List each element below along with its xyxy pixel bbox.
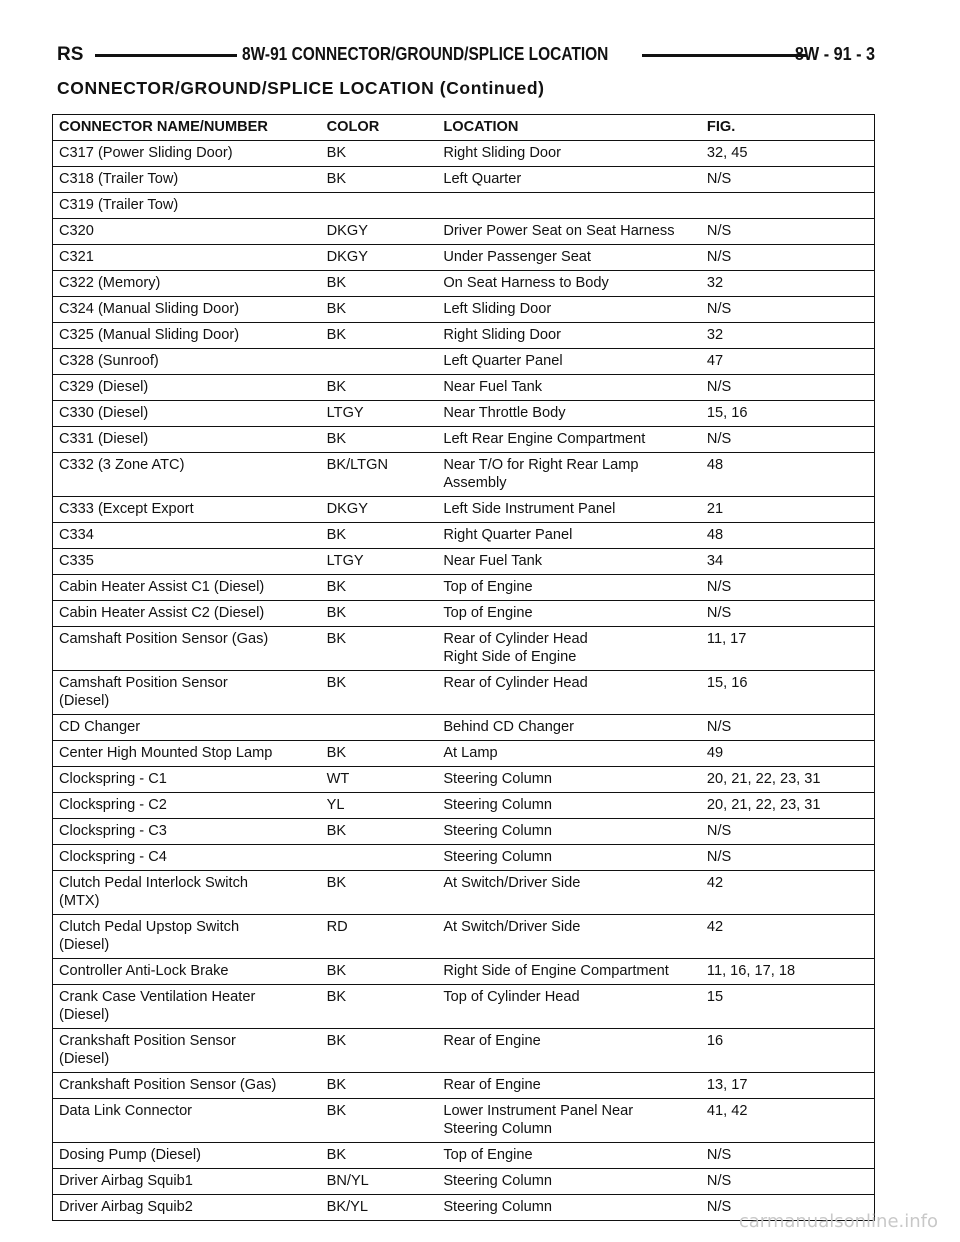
column-header-fig: FIG. — [701, 115, 875, 141]
connector-cell: Clockspring - C4 — [53, 845, 321, 871]
color-cell: BK — [321, 271, 438, 297]
table-row — [53, 671, 875, 715]
fig-cell: N/S — [701, 167, 875, 193]
color-cell: BK — [321, 1073, 438, 1099]
color-cell: BK — [321, 1143, 438, 1169]
table-row — [53, 915, 875, 959]
location-cell: Left Side Instrument Panel — [437, 497, 701, 523]
fig-cell: N/S — [701, 715, 875, 741]
location-cell: Top of Engine — [437, 601, 701, 627]
color-cell: DKGY — [321, 497, 438, 523]
color-cell: BK — [321, 575, 438, 601]
connector-cell: Data Link Connector — [53, 1099, 321, 1143]
location-cell: On Seat Harness to Body — [437, 271, 701, 297]
table-row — [53, 793, 875, 819]
fig-cell: N/S — [701, 297, 875, 323]
fig-cell: 49 — [701, 741, 875, 767]
connector-cell: Camshaft Position Sensor (Gas) — [53, 627, 321, 671]
table-row — [53, 401, 875, 427]
connector-cell: C324 (Manual Sliding Door) — [53, 297, 321, 323]
connector-cell: C322 (Memory) — [53, 271, 321, 297]
color-cell: BK — [321, 1029, 438, 1073]
color-cell: DKGY — [321, 245, 438, 271]
connector-cell: C325 (Manual Sliding Door) — [53, 323, 321, 349]
location-cell: Steering Column — [437, 819, 701, 845]
connector-location-table — [52, 114, 875, 1221]
color-cell: DKGY — [321, 219, 438, 245]
location-cell: Left Quarter — [437, 167, 701, 193]
color-cell: BK — [321, 601, 438, 627]
table-row — [53, 845, 875, 871]
header-section-code: RS — [57, 44, 84, 65]
table-row — [53, 167, 875, 193]
location-cell: Rear of Cylinder Head Right Side of Engine — [437, 627, 701, 671]
connector-cell: C320 — [53, 219, 321, 245]
connector-cell: C318 (Trailer Tow) — [53, 167, 321, 193]
fig-cell: N/S — [701, 575, 875, 601]
connector-cell: C333 (Except Export — [53, 497, 321, 523]
header-rule-left — [95, 54, 237, 57]
color-cell: BK — [321, 323, 438, 349]
location-cell: At Switch/Driver Side — [437, 915, 701, 959]
fig-cell — [701, 193, 875, 219]
fig-cell: 15, 16 — [701, 671, 875, 715]
table-row — [53, 427, 875, 453]
fig-cell: N/S — [701, 601, 875, 627]
fig-cell: 47 — [701, 349, 875, 375]
color-cell: BK — [321, 427, 438, 453]
color-cell: RD — [321, 915, 438, 959]
table-row — [53, 959, 875, 985]
fig-cell: 11, 17 — [701, 627, 875, 671]
connector-cell: Clockspring - C1 — [53, 767, 321, 793]
fig-cell: 48 — [701, 523, 875, 549]
table-row — [53, 193, 875, 219]
color-cell: BK/LTGN — [321, 453, 438, 497]
connector-cell: Clutch Pedal Interlock Switch (MTX) — [53, 871, 321, 915]
table-row — [53, 575, 875, 601]
location-cell: Near Throttle Body — [437, 401, 701, 427]
table-row — [53, 349, 875, 375]
column-header-connector: CONNECTOR NAME/NUMBER — [53, 115, 321, 141]
connector-cell: C328 (Sunroof) — [53, 349, 321, 375]
table-row — [53, 245, 875, 271]
table-body — [53, 141, 875, 1221]
color-cell — [321, 715, 438, 741]
location-cell: Right Quarter Panel — [437, 523, 701, 549]
fig-cell: N/S — [701, 819, 875, 845]
table-row — [53, 523, 875, 549]
fig-cell: N/S — [701, 845, 875, 871]
color-cell — [321, 845, 438, 871]
connector-cell: Dosing Pump (Diesel) — [53, 1143, 321, 1169]
location-cell: Left Rear Engine Compartment — [437, 427, 701, 453]
fig-cell: 20, 21, 22, 23, 31 — [701, 767, 875, 793]
location-cell: Steering Column — [437, 767, 701, 793]
table-row — [53, 549, 875, 575]
location-cell: Right Side of Engine Compartment — [437, 959, 701, 985]
table-row — [53, 715, 875, 741]
connector-cell: Camshaft Position Sensor (Diesel) — [53, 671, 321, 715]
connector-cell: C335 — [53, 549, 321, 575]
fig-cell: 32 — [701, 271, 875, 297]
color-cell: BK — [321, 671, 438, 715]
table-row — [53, 1029, 875, 1073]
table-row — [53, 871, 875, 915]
connector-cell: Driver Airbag Squib1 — [53, 1169, 321, 1195]
table-row — [53, 601, 875, 627]
connector-cell: Clutch Pedal Upstop Switch (Diesel) — [53, 915, 321, 959]
connector-cell: Crankshaft Position Sensor (Diesel) — [53, 1029, 321, 1073]
header-rule-right — [642, 54, 806, 57]
color-cell: YL — [321, 793, 438, 819]
connector-cell: C332 (3 Zone ATC) — [53, 453, 321, 497]
fig-cell: 32, 45 — [701, 141, 875, 167]
table-row — [53, 627, 875, 671]
connector-cell: C317 (Power Sliding Door) — [53, 141, 321, 167]
location-cell — [437, 193, 701, 219]
fig-cell: 16 — [701, 1029, 875, 1073]
color-cell: BK — [321, 375, 438, 401]
color-cell — [321, 349, 438, 375]
location-cell: At Lamp — [437, 741, 701, 767]
table-row — [53, 141, 875, 167]
color-cell: LTGY — [321, 549, 438, 575]
connector-cell: C329 (Diesel) — [53, 375, 321, 401]
table-row — [53, 453, 875, 497]
fig-cell: 32 — [701, 323, 875, 349]
location-cell: Steering Column — [437, 793, 701, 819]
table-row — [53, 219, 875, 245]
fig-cell: N/S — [701, 1143, 875, 1169]
fig-cell: N/S — [701, 219, 875, 245]
table-row — [53, 1073, 875, 1099]
connector-cell: Driver Airbag Squib2 — [53, 1195, 321, 1221]
color-cell: WT — [321, 767, 438, 793]
fig-cell: 15 — [701, 985, 875, 1029]
fig-cell: 34 — [701, 549, 875, 575]
location-cell: Top of Engine — [437, 575, 701, 601]
location-cell: Left Quarter Panel — [437, 349, 701, 375]
page-header — [57, 44, 875, 70]
column-header-location: LOCATION — [437, 115, 701, 141]
location-cell: Right Sliding Door — [437, 323, 701, 349]
header-page-number: 8W - 91 - 3 — [794, 44, 875, 64]
connector-cell: Clockspring - C2 — [53, 793, 321, 819]
table-row — [53, 1099, 875, 1143]
watermark: carmanualsonline.info — [738, 1211, 938, 1232]
location-cell: Right Sliding Door — [437, 141, 701, 167]
fig-cell: N/S — [701, 427, 875, 453]
color-cell: BK — [321, 819, 438, 845]
fig-cell: N/S — [701, 1169, 875, 1195]
color-cell: BK — [321, 1099, 438, 1143]
color-cell: BK — [321, 141, 438, 167]
table-row — [53, 297, 875, 323]
table-row — [53, 819, 875, 845]
table-row — [53, 741, 875, 767]
location-cell: Rear of Engine — [437, 1029, 701, 1073]
color-cell — [321, 193, 438, 219]
fig-cell: 11, 16, 17, 18 — [701, 959, 875, 985]
section-subtitle: CONNECTOR/GROUND/SPLICE LOCATION (Continued) — [57, 78, 545, 98]
color-cell: BK — [321, 523, 438, 549]
location-cell: Top of Cylinder Head — [437, 985, 701, 1029]
connector-cell: C319 (Trailer Tow) — [53, 193, 321, 219]
connector-cell: Controller Anti-Lock Brake — [53, 959, 321, 985]
location-cell: Steering Column — [437, 1169, 701, 1195]
column-header-color: COLOR — [321, 115, 438, 141]
color-cell: LTGY — [321, 401, 438, 427]
table-row — [53, 1169, 875, 1195]
fig-cell: 42 — [701, 871, 875, 915]
color-cell: BK — [321, 871, 438, 915]
table-row — [53, 375, 875, 401]
fig-cell: N/S — [701, 1195, 875, 1221]
fig-cell: 15, 16 — [701, 401, 875, 427]
color-cell: BK — [321, 959, 438, 985]
connector-cell: Crank Case Ventilation Heater (Diesel) — [53, 985, 321, 1029]
fig-cell: N/S — [701, 375, 875, 401]
table-row — [53, 323, 875, 349]
connector-cell: C321 — [53, 245, 321, 271]
fig-cell: N/S — [701, 245, 875, 271]
table-row — [53, 1143, 875, 1169]
color-cell: BN/YL — [321, 1169, 438, 1195]
connector-cell: C330 (Diesel) — [53, 401, 321, 427]
color-cell: BK — [321, 985, 438, 1029]
fig-cell: 21 — [701, 497, 875, 523]
connector-cell: Center High Mounted Stop Lamp — [53, 741, 321, 767]
fig-cell: 20, 21, 22, 23, 31 — [701, 793, 875, 819]
location-cell: Top of Engine — [437, 1143, 701, 1169]
fig-cell: 48 — [701, 453, 875, 497]
table-row — [53, 985, 875, 1029]
connector-cell: Clockspring - C3 — [53, 819, 321, 845]
connector-cell: Cabin Heater Assist C1 (Diesel) — [53, 575, 321, 601]
color-cell: BK/YL — [321, 1195, 438, 1221]
connector-cell: C331 (Diesel) — [53, 427, 321, 453]
location-cell: Behind CD Changer — [437, 715, 701, 741]
location-cell: Near T/O for Right Rear Lamp Assembly — [437, 453, 701, 497]
fig-cell: 41, 42 — [701, 1099, 875, 1143]
location-cell: Lower Instrument Panel Near Steering Column — [437, 1099, 701, 1143]
table-row — [53, 497, 875, 523]
connector-cell: Cabin Heater Assist C2 (Diesel) — [53, 601, 321, 627]
location-cell: Driver Power Seat on Seat Harness — [437, 219, 701, 245]
location-cell: Near Fuel Tank — [437, 549, 701, 575]
connector-cell: Crankshaft Position Sensor (Gas) — [53, 1073, 321, 1099]
location-cell: Rear of Engine — [437, 1073, 701, 1099]
location-cell: Steering Column — [437, 845, 701, 871]
color-cell: BK — [321, 297, 438, 323]
table-row — [53, 767, 875, 793]
fig-cell: 42 — [701, 915, 875, 959]
location-cell: Left Sliding Door — [437, 297, 701, 323]
header-title: 8W-91 CONNECTOR/GROUND/SPLICE LOCATION — [242, 44, 609, 64]
table-header-row — [53, 115, 875, 141]
location-cell: Under Passenger Seat — [437, 245, 701, 271]
color-cell: BK — [321, 167, 438, 193]
location-cell: Steering Column — [437, 1195, 701, 1221]
location-cell: Rear of Cylinder Head — [437, 671, 701, 715]
table-row — [53, 271, 875, 297]
location-cell: At Switch/Driver Side — [437, 871, 701, 915]
color-cell: BK — [321, 627, 438, 671]
color-cell: BK — [321, 741, 438, 767]
fig-cell: 13, 17 — [701, 1073, 875, 1099]
connector-cell: CD Changer — [53, 715, 321, 741]
location-cell: Near Fuel Tank — [437, 375, 701, 401]
connector-cell: C334 — [53, 523, 321, 549]
